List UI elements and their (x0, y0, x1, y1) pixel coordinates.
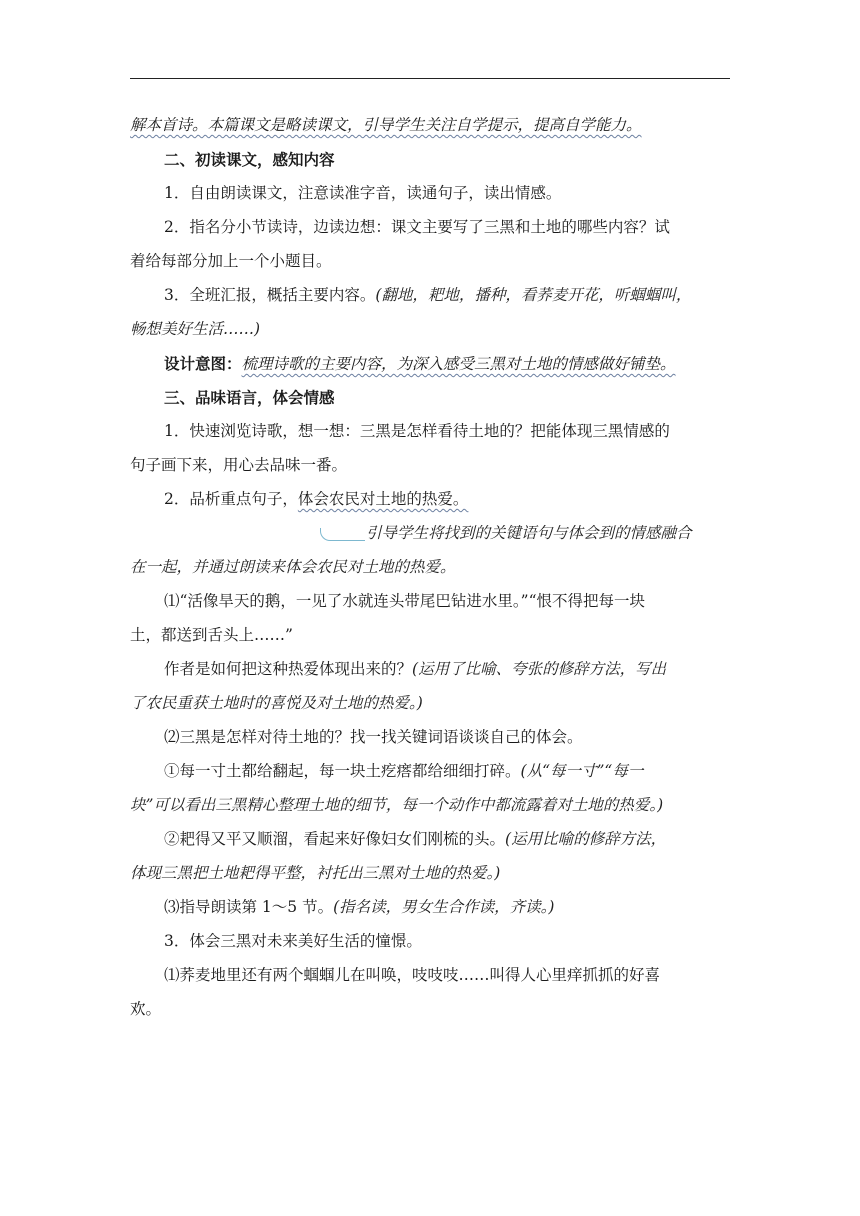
point-1-line-1 (130, 758, 730, 792)
section-heading-2: 二、初读课文，感知内容 (164, 150, 335, 169)
design-intent (130, 350, 730, 384)
task-2 (130, 486, 730, 520)
point-1-line-2: 块”可以看出三黑精心整理土地的细节，每一个动作中都流露着对土地的热爱。) (130, 796, 664, 814)
document-body (130, 112, 730, 1030)
task-2-key-phrase: 体会农民对土地的热爱。 (297, 490, 469, 508)
answer-text: (运用了比喻、夸张的修辞方法，写出 (412, 660, 667, 678)
step-3-note: (翻地，耙地，播种，看荞麦开花，听蝈蝈叫， (375, 286, 692, 304)
step-3-line-2: 畅想美好生活……) (130, 320, 261, 338)
step-1: 1．自由朗读课文，注意读准字音，读通句子，读出情感。 (164, 184, 562, 202)
point-2-line-2: 体现三黑把土地耙得平整，衬托出三黑对土地的热爱。) (130, 864, 501, 882)
paragraph-line (130, 112, 730, 146)
step-2-line-1: 2．指名分小节读诗，边读边想：课文主要写了三黑和土地的哪些内容？试 (164, 218, 670, 236)
point-1-note: (从“每一寸”“每一 (520, 762, 644, 780)
sentence-3 (130, 894, 730, 928)
task-1-line-2: 句子画下来，用心去品味一番。 (130, 456, 348, 474)
design-intent-label: 设计意图： (164, 354, 242, 373)
margin-annotation-line-1 (130, 520, 730, 554)
point-2-note: (运用比喻的修辞方法， (505, 830, 667, 848)
sentence-1-line-2: 土，都送到舌头上……” (130, 626, 293, 644)
step-3-text: 3．全班汇报，概括主要内容。 (164, 286, 376, 304)
task-3: 3．体会三黑对未来美好生活的憧憬。 (164, 932, 422, 950)
question-text: 作者是如何把这种热爱体现出来的？ (164, 660, 413, 678)
task-1-line-1: 1．快速浏览诗歌，想一想：三黑是怎样看待土地的？把能体现三黑情感的 (164, 422, 670, 440)
sentence-2: ⑵三黑是怎样对待土地的？找一找关键词语谈谈自己的体会。 (164, 728, 583, 746)
design-intent-text: 梳理诗歌的主要内容，为深入感受三黑对土地的情感做好铺垫。 (241, 355, 676, 373)
continued-sentence: 解本首诗。本篇课文是略读课文，引导学生关注自学提示，提高自学能力。 (130, 116, 642, 134)
section-heading-3: 三、品味语言，体会情感 (164, 388, 335, 407)
point-2-line-1 (130, 826, 730, 860)
sentence-3-text: ⑶指导朗读第 1～5 节。 (164, 898, 334, 916)
sentence-1-question (130, 656, 730, 690)
point-1-text: ①每一寸土都给翻起，每一块土疙瘩都给细细打碎。 (164, 762, 521, 780)
step-3-line-1 (130, 282, 730, 316)
header-rule (130, 78, 730, 79)
sentence-3-note: (指名读，男女生合作读，齐读。) (333, 898, 555, 916)
margin-annotation-line-2: 在一起，并通过朗读来体会农民对土地的热爱。 (130, 558, 456, 576)
step-2-line-2: 着给每部分加上一个小题目。 (130, 252, 332, 270)
point-2-text: ②耙得又平又顺溜，看起来好像妇女们刚梳的头。 (164, 830, 506, 848)
annotation-bracket (320, 528, 365, 541)
quote-1-line-2: 欢。 (130, 1000, 162, 1018)
margin-annotation-text: 引导学生将找到的关键语句与体会到的情感融合 (366, 524, 692, 542)
sentence-1-answer-line-2: 了农民重获土地时的喜悦及对土地的热爱。) (130, 694, 423, 712)
task-2-prefix: 2．品析重点句子， (164, 490, 298, 508)
sentence-1-line-1: ⑴“活像旱天的鹅，一见了水就连头带尾巴钻进水里。”“恨不得把每一块 (164, 592, 646, 610)
quote-1-line-1: ⑴荞麦地里还有两个蝈蝈儿在叫唤，吱吱吱……叫得人心里痒抓抓的好喜 (164, 966, 661, 984)
